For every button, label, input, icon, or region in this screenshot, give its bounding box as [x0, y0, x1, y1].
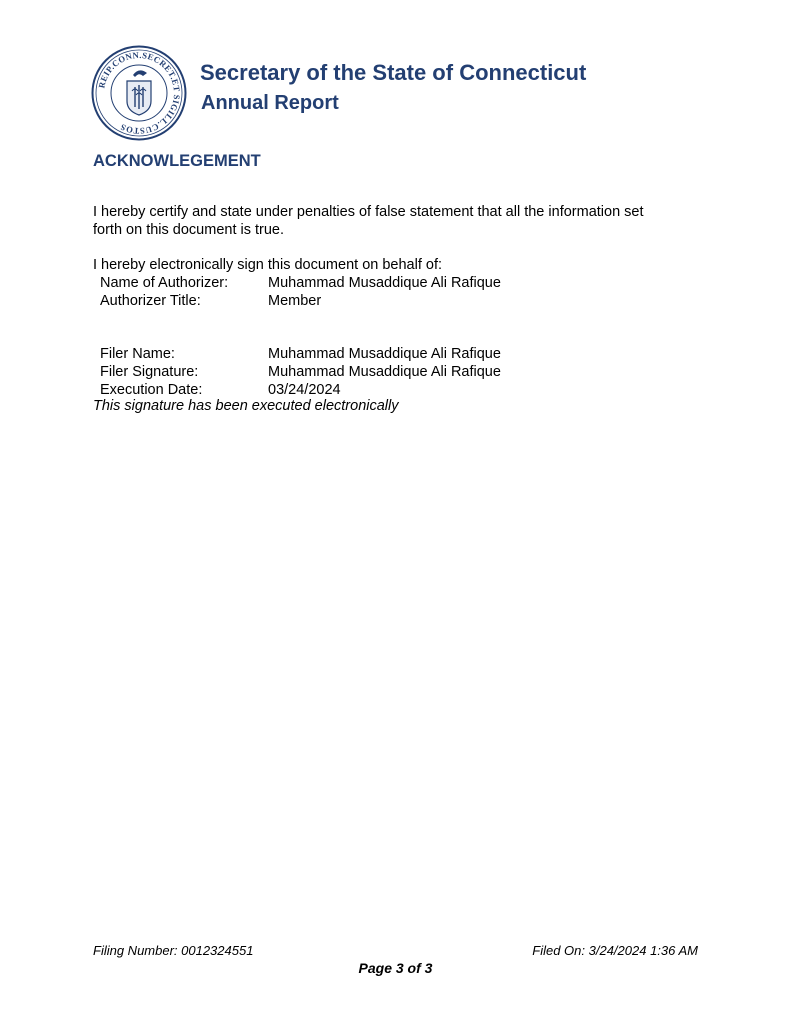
state-seal-icon [91, 45, 187, 141]
signing-intro: I hereby electronically sign this document on behalf of: [93, 257, 443, 273]
filer-name-label: Filer Name: [100, 346, 175, 362]
filer-name-row [100, 345, 501, 363]
execution-date-value: 03/24/2024 [268, 382, 341, 398]
authorizer-title-label: Authorizer Title: [100, 293, 201, 309]
authorizer-name-label: Name of Authorizer: [100, 275, 229, 291]
authorizer-name-row [100, 274, 501, 292]
electronic-signature-note: This signature has been executed electronically [93, 398, 399, 414]
filer-signature-label: Filer Signature: [100, 364, 199, 380]
authorizer-title-row [100, 292, 321, 310]
page-title: Secretary of the State of Connecticut [200, 60, 587, 85]
filer-name-value: Muhammad Musaddique Ali Rafique [268, 346, 501, 362]
filing-number: Filing Number: 0012324551 [93, 943, 254, 958]
certification-line-2: forth on this document is true. [93, 222, 285, 238]
filed-on: Filed On: 3/24/2024 1:36 AM [532, 943, 698, 958]
page-number: Page 3 of 3 [358, 960, 433, 976]
authorizer-title-value: Member [268, 293, 322, 309]
svg-text:REIP.CONN.SECRET.ET SIGILL.CUS: REIP.CONN.SECRET.ET SIGILL.CUSTOS [96, 49, 183, 137]
authorizer-name-value: Muhammad Musaddique Ali Rafique [268, 275, 501, 291]
execution-date-label: Execution Date: [100, 382, 203, 398]
page-subtitle: Annual Report [201, 92, 339, 114]
filer-signature-value: Muhammad Musaddique Ali Rafique [268, 364, 501, 380]
section-heading: ACKNOWLEGEMENT [93, 152, 261, 170]
certification-line-1: I hereby certify and state under penalties of false statement that all the information set [93, 204, 644, 220]
filer-signature-row [100, 363, 501, 381]
execution-date-row [100, 381, 341, 399]
